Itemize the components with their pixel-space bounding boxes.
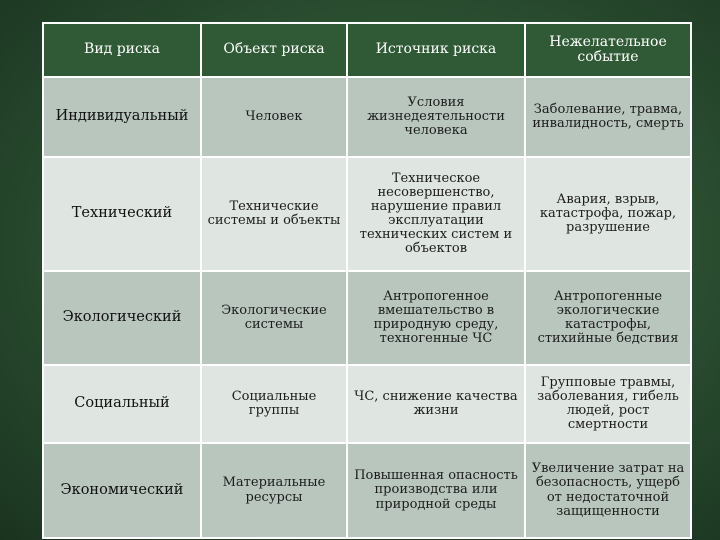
header-risk-object: Объект риска <box>201 23 347 77</box>
risk-source-cell: ЧС, снижение качества жизни <box>347 365 525 443</box>
risk-type-cell: Экономический <box>43 443 201 538</box>
undesired-event-cell: Заболевание, травма, инвалидность, смерть <box>525 77 691 157</box>
risk-type-cell: Технический <box>43 157 201 271</box>
table-row <box>43 443 691 538</box>
risk-source-cell: Техническое несовершенство, нарушение правил эксплуатации технических систем и объектов <box>347 157 525 271</box>
table-row <box>43 365 691 443</box>
undesired-event-cell: Увеличение затрат на безопасность, ущерб от недостаточной защищенности <box>525 443 691 538</box>
header-undesired-event: Нежелательное событие <box>525 23 691 77</box>
undesired-event-cell: Авария, взрыв, катастрофа, пожар, разрушение <box>525 157 691 271</box>
undesired-event-cell: Групповые травмы, заболевания, гибель людей, рост смертности <box>525 365 691 443</box>
risk-object-cell: Экологические системы <box>201 271 347 365</box>
header-risk-source: Источник риска <box>347 23 525 77</box>
table-row <box>43 271 691 365</box>
undesired-event-cell: Антропогенные экологические катастрофы, стихийные бедствия <box>525 271 691 365</box>
risk-source-cell: Антропогенное вмешательство в природную среду, техногенные ЧС <box>347 271 525 365</box>
risk-type-cell: Индивидуальный <box>43 77 201 157</box>
table-row <box>43 157 691 271</box>
header-risk-type: Вид риска <box>43 23 201 77</box>
risk-object-cell: Материальные ресурсы <box>201 443 347 538</box>
risk-source-cell: Условия жизнедеятельности человека <box>347 77 525 157</box>
risk-type-cell: Социальный <box>43 365 201 443</box>
risk-object-cell: Социальные группы <box>201 365 347 443</box>
table-row <box>43 77 691 157</box>
risk-table <box>42 22 692 539</box>
risk-type-cell: Экологический <box>43 271 201 365</box>
risk-source-cell: Повышенная опасность производства или природной среды <box>347 443 525 538</box>
risk-object-cell: Технические системы и объекты <box>201 157 347 271</box>
risk-object-cell: Человек <box>201 77 347 157</box>
table-header-row <box>43 23 691 77</box>
